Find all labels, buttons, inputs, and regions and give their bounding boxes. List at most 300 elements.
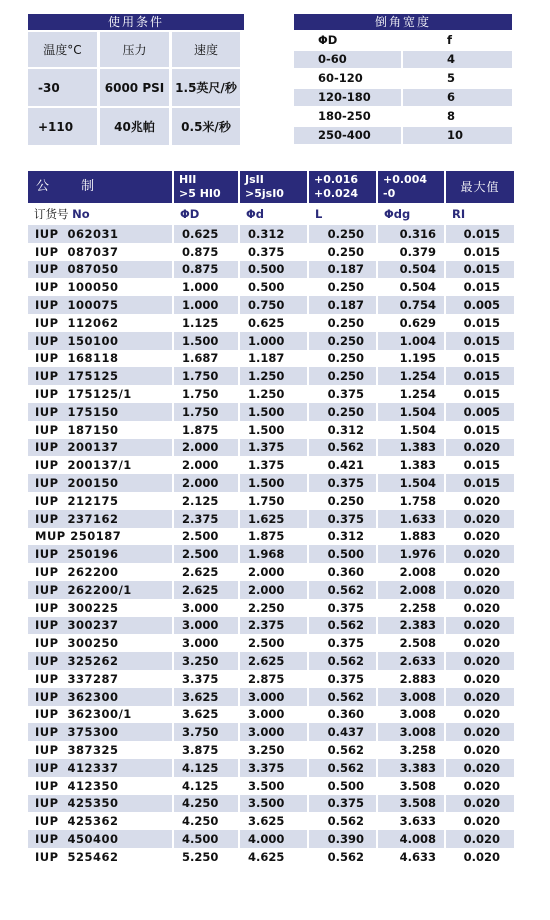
cell-radius-max: 0.020 (446, 723, 514, 741)
chamfer-width: 4 (403, 51, 512, 68)
subheader-radius: RI (452, 207, 466, 221)
cell-rod-d: 1.375 (248, 458, 285, 473)
table-row (28, 545, 512, 563)
cell-bore-d: 2.000 (182, 458, 219, 473)
cell-groove-d: 1.883 (399, 529, 436, 544)
cell-order-no: IUP 087037 (35, 244, 119, 259)
table-row (28, 492, 512, 510)
chamfer-row (294, 89, 512, 106)
table-row (28, 723, 512, 741)
cell-length: 0.187 (309, 296, 376, 314)
table-row (28, 599, 512, 617)
cell-length: 0.375 (327, 636, 364, 651)
temp-max: +110 (28, 108, 97, 145)
cell-rod-d: 0.500 (240, 261, 307, 279)
cell-bore-d: 3.375 (182, 671, 219, 686)
table-row (28, 528, 512, 546)
temp-min: -30 (28, 69, 97, 106)
subheader-rod-d: Φd (246, 207, 265, 221)
cell-rod-d: 3.500 (248, 778, 285, 793)
cell-bore-d: 3.000 (182, 636, 219, 651)
cell-rod-d: 3.000 (240, 723, 307, 741)
cell-radius-max: 0.020 (463, 493, 500, 508)
cell-radius-max: 0.015 (463, 458, 500, 473)
cell-groove-d: 3.508 (378, 795, 444, 813)
cell-radius-max: 0.015 (446, 474, 514, 492)
cell-order-no: IUP 150100 (28, 332, 172, 350)
cell-rod-d: 3.500 (240, 795, 307, 813)
table-row (28, 332, 512, 350)
cell-order-no: IUP 525462 (35, 849, 119, 864)
cell-groove-d: 2.633 (378, 652, 444, 670)
cell-bore-d: 4.250 (174, 795, 238, 813)
cell-order-no: IUP 262200 (35, 565, 119, 580)
cell-bore-d: 2.375 (174, 510, 238, 528)
cell-order-no: IUP 087050 (28, 261, 172, 279)
subheader-bore-d: ΦD (180, 207, 200, 221)
chamfer-width: 10 (403, 127, 512, 144)
cell-groove-d: 0.316 (378, 225, 444, 243)
cell-bore-d: 1.000 (182, 280, 219, 295)
chamfer-range: 60-120 (318, 71, 363, 85)
table-row (28, 581, 512, 599)
header-temperature: 温度°C (28, 32, 97, 67)
header-pressure: 压力 (100, 32, 169, 67)
cell-length: 0.437 (309, 723, 376, 741)
table-row (28, 439, 512, 457)
table-row (28, 812, 512, 830)
cell-radius-max: 0.020 (463, 636, 500, 651)
cell-rod-d: 3.375 (240, 759, 307, 777)
cell-bore-d: 2.125 (182, 493, 219, 508)
table-row (28, 243, 512, 261)
use-conditions-title: 使用条件 (28, 14, 244, 30)
cell-groove-d: 1.504 (378, 403, 444, 421)
cell-radius-max: 0.015 (463, 315, 500, 330)
cell-radius-max: 0.015 (463, 351, 500, 366)
cell-bore-d: 5.250 (182, 849, 219, 864)
cell-rod-d: 2.000 (240, 581, 307, 599)
cell-radius-max: 0.020 (446, 617, 514, 635)
dimension-table-header (28, 171, 512, 203)
table-row (28, 830, 512, 848)
cell-order-no: IUP 200150 (28, 474, 172, 492)
chamfer-width: 8 (447, 109, 456, 123)
cell-rod-d: 1.375 (240, 439, 307, 457)
subheader-length: L (315, 207, 323, 221)
cell-groove-d: 1.504 (378, 474, 444, 492)
cell-length: 0.562 (327, 849, 364, 864)
cell-order-no: IUP 175125 (28, 367, 172, 385)
cell-length: 0.250 (327, 244, 364, 259)
cell-radius-max: 0.020 (446, 545, 514, 563)
cell-order-no: IUP 425362 (35, 814, 119, 829)
cell-bore-d: 0.875 (174, 261, 238, 279)
cell-groove-d: 3.508 (399, 778, 436, 793)
header-rod-tolerance: JsII >5jsI0 (240, 171, 307, 203)
cell-length: 0.250 (327, 315, 364, 330)
cell-order-no: IUP 412350 (35, 778, 119, 793)
cell-groove-d: 1.758 (399, 493, 436, 508)
cell-groove-d: 1.633 (378, 510, 444, 528)
table-row (28, 617, 512, 635)
chamfer-range: 180-250 (318, 109, 371, 123)
cell-order-no: IUP 387325 (35, 743, 119, 757)
cell-radius-max: 0.020 (463, 849, 500, 864)
cell-order-no: IUP 425350 (28, 795, 172, 813)
cell-length: 0.562 (309, 652, 376, 670)
cell-order-no: IUP 337287 (35, 671, 119, 686)
cell-order-no: IUP 187150 (35, 422, 119, 437)
chamfer-range: 0-60 (294, 51, 401, 68)
cell-radius-max: 0.015 (446, 225, 514, 243)
cell-bore-d: 0.625 (174, 225, 238, 243)
chamfer-title: 倒角宽度 (294, 14, 512, 30)
cell-length: 0.250 (309, 403, 376, 421)
cell-order-no: IUP 062031 (28, 225, 172, 243)
cell-rod-d: 1.250 (240, 367, 307, 385)
table-row (28, 563, 512, 581)
cell-radius-max: 0.020 (463, 707, 500, 722)
cell-radius-max: 0.020 (446, 795, 514, 813)
cell-rod-d: 3.000 (240, 688, 307, 706)
chamfer-header-row (294, 32, 512, 49)
cell-groove-d: 1.254 (378, 367, 444, 385)
cell-groove-d: 0.754 (378, 296, 444, 314)
cell-bore-d: 2.000 (174, 439, 238, 457)
cell-order-no: IUP 200137/1 (35, 458, 132, 473)
cell-length: 0.375 (327, 387, 364, 402)
table-row (28, 848, 512, 866)
cell-radius-max: 0.005 (446, 403, 514, 421)
cell-bore-d: 4.500 (174, 830, 238, 848)
cell-length: 0.250 (309, 332, 376, 350)
cell-order-no: IUP 168118 (35, 351, 119, 366)
cell-bore-d: 0.875 (182, 244, 219, 259)
cell-order-no: MUP 250187 (35, 529, 122, 544)
header-metric: 公 制 (28, 171, 172, 203)
cell-rod-d: 0.750 (240, 296, 307, 314)
cell-radius-max: 0.015 (446, 367, 514, 385)
cell-bore-d: 4.125 (182, 778, 219, 793)
cell-rod-d: 3.625 (248, 814, 285, 829)
cell-bore-d: 3.000 (182, 600, 219, 615)
cell-groove-d: 1.383 (378, 439, 444, 457)
cell-groove-d: 1.504 (399, 422, 436, 437)
cell-groove-d: 3.008 (378, 723, 444, 741)
cell-length: 0.390 (309, 830, 376, 848)
chamfer-row (294, 51, 512, 68)
cell-length: 0.360 (327, 707, 364, 722)
cell-radius-max: 0.020 (463, 565, 500, 580)
chamfer-width: 6 (403, 89, 512, 106)
header-bore-tolerance: HII >5 HI0 (174, 171, 238, 203)
cell-length: 0.562 (327, 814, 364, 829)
cell-rod-d: 2.000 (248, 565, 285, 580)
pressure-mpa: 40兆帕 (100, 108, 169, 145)
cell-length: 0.250 (327, 493, 364, 508)
cell-length: 0.562 (309, 759, 376, 777)
cell-groove-d: 1.383 (399, 458, 436, 473)
cell-length: 0.562 (309, 688, 376, 706)
cell-rod-d: 3.000 (248, 707, 285, 722)
cell-radius-max: 0.020 (463, 778, 500, 793)
cell-radius-max: 0.015 (446, 332, 514, 350)
cell-rod-d: 1.500 (240, 403, 307, 421)
cell-order-no: IUP 250196 (28, 545, 172, 563)
cell-order-no: IUP 375300 (28, 723, 172, 741)
table-row (28, 670, 512, 688)
cell-rod-d: 1.500 (240, 474, 307, 492)
cell-rod-d: 1.250 (248, 387, 285, 402)
chamfer-row (294, 70, 512, 87)
cell-length: 0.562 (309, 617, 376, 635)
cell-order-no: IUP 100075 (28, 296, 172, 314)
cell-length: 0.500 (309, 545, 376, 563)
chamfer-range: 250-400 (294, 127, 401, 144)
cell-length: 0.375 (309, 474, 376, 492)
cell-groove-d: 1.195 (399, 351, 436, 366)
cell-groove-d: 3.008 (399, 707, 436, 722)
cell-rod-d: 0.375 (248, 244, 285, 259)
cell-rod-d: 0.625 (248, 315, 285, 330)
cell-rod-d: 4.625 (248, 849, 285, 864)
table-row (28, 225, 512, 243)
cell-order-no: IUP 262200/1 (28, 581, 172, 599)
cell-order-no: IUP 175125/1 (35, 387, 132, 402)
cell-rod-d: 4.000 (240, 830, 307, 848)
cell-bore-d: 3.250 (174, 652, 238, 670)
cell-radius-max: 0.020 (463, 671, 500, 686)
cell-order-no: IUP 325262 (28, 652, 172, 670)
cell-rod-d: 1.000 (240, 332, 307, 350)
chamfer-row (294, 108, 512, 125)
cell-bore-d: 1.750 (174, 367, 238, 385)
table-row (28, 456, 512, 474)
cell-rod-d: 1.750 (248, 493, 285, 508)
cell-bore-d: 3.000 (174, 617, 238, 635)
table-row (28, 706, 512, 724)
cell-rod-d: 0.312 (240, 225, 307, 243)
dimension-table-subheader (28, 203, 512, 225)
cell-groove-d: 4.633 (399, 849, 436, 864)
cell-radius-max: 0.020 (446, 759, 514, 777)
cell-bore-d: 3.625 (182, 707, 219, 722)
cell-length: 0.360 (327, 565, 364, 580)
cell-length: 0.312 (327, 529, 364, 544)
cell-order-no: IUP 412337 (28, 759, 172, 777)
cell-groove-d: 0.504 (378, 261, 444, 279)
pressure-psi: 6000 PSI (100, 69, 169, 106)
cell-bore-d: 4.250 (182, 814, 219, 829)
cell-length: 0.375 (327, 600, 364, 615)
table-row (28, 474, 512, 492)
cell-bore-d: 3.625 (174, 688, 238, 706)
table-row (28, 296, 512, 314)
cell-radius-max: 0.020 (463, 814, 500, 829)
cell-length: 0.187 (309, 261, 376, 279)
cell-order-no: IUP 450400 (28, 830, 172, 848)
cell-radius-max: 0.005 (446, 296, 514, 314)
table-row (28, 777, 512, 795)
cell-order-no: IUP 175150 (28, 403, 172, 421)
cell-length: 0.250 (327, 280, 364, 295)
cell-rod-d: 2.250 (248, 600, 285, 615)
cell-bore-d: 1.000 (174, 296, 238, 314)
table-row (28, 634, 512, 652)
table-row (28, 421, 512, 439)
cell-radius-max: 0.020 (446, 439, 514, 457)
cell-length: 0.250 (309, 367, 376, 385)
cell-length: 0.562 (309, 581, 376, 599)
cell-order-no: IUP 237162 (28, 510, 172, 528)
cell-groove-d: 3.383 (378, 759, 444, 777)
chamfer-width: 5 (447, 71, 456, 85)
cell-rod-d: 0.500 (248, 280, 285, 295)
cell-rod-d: 3.250 (248, 743, 285, 757)
subheader-groove-d: Φdg (384, 207, 411, 221)
header-max-value: 最大值 (446, 171, 514, 203)
cell-length: 0.375 (309, 795, 376, 813)
cell-bore-d: 1.687 (182, 351, 219, 366)
cell-radius-max: 0.020 (446, 510, 514, 528)
cell-radius-max: 0.020 (463, 529, 500, 544)
table-row (28, 688, 512, 706)
cell-length: 0.375 (309, 510, 376, 528)
chamfer-header-f: f (447, 33, 453, 47)
cell-radius-max: 0.015 (463, 244, 500, 259)
cell-length: 0.375 (327, 671, 364, 686)
cell-bore-d: 1.750 (182, 387, 219, 402)
cell-order-no: IUP 100050 (35, 280, 119, 295)
cell-order-no: IUP 112062 (35, 315, 119, 330)
cell-length: 0.562 (327, 743, 364, 757)
cell-length: 0.250 (327, 351, 364, 366)
cell-radius-max: 0.015 (463, 422, 500, 437)
chamfer-header-d: ΦD (318, 33, 338, 47)
table-row (28, 261, 512, 279)
cell-rod-d: 2.500 (248, 636, 285, 651)
cell-rod-d: 1.875 (248, 529, 285, 544)
cell-groove-d: 2.383 (378, 617, 444, 635)
table-row (28, 278, 512, 296)
use-conditions-table (28, 14, 244, 145)
cell-order-no: IUP 300237 (28, 617, 172, 635)
cell-rod-d: 1.625 (240, 510, 307, 528)
cell-groove-d: 2.508 (399, 636, 436, 651)
chamfer-row (294, 127, 512, 144)
cell-bore-d: 2.625 (182, 565, 219, 580)
table-row (28, 652, 512, 670)
cell-groove-d: 1.976 (378, 545, 444, 563)
cell-groove-d: 3.633 (399, 814, 436, 829)
cell-bore-d: 1.875 (182, 422, 219, 437)
cell-radius-max: 0.020 (463, 600, 500, 615)
cell-radius-max: 0.015 (446, 261, 514, 279)
cell-length: 0.562 (309, 439, 376, 457)
table-row (28, 510, 512, 528)
cell-bore-d: 1.500 (174, 332, 238, 350)
cell-radius-max: 0.015 (463, 387, 500, 402)
cell-radius-max: 0.020 (446, 581, 514, 599)
table-row (28, 403, 512, 421)
dimension-table (28, 171, 512, 866)
cell-bore-d: 2.625 (174, 581, 238, 599)
cell-groove-d: 2.008 (399, 565, 436, 580)
cell-order-no: IUP 212175 (35, 493, 119, 508)
use-conditions-grid (28, 32, 244, 145)
cell-groove-d: 4.008 (378, 830, 444, 848)
chamfer-table (294, 14, 512, 144)
cell-groove-d: 2.258 (399, 600, 436, 615)
cell-length: 0.421 (327, 458, 364, 473)
cell-groove-d: 1.004 (378, 332, 444, 350)
cell-bore-d: 4.125 (174, 759, 238, 777)
cell-length: 0.312 (327, 422, 364, 437)
table-row (28, 314, 512, 332)
cell-length: 0.500 (327, 778, 364, 793)
cell-groove-d: 2.008 (378, 581, 444, 599)
speed-meters: 0.5米/秒 (172, 108, 240, 145)
cell-bore-d: 2.500 (182, 529, 219, 544)
table-row (28, 759, 512, 777)
header-speed: 速度 (172, 32, 240, 67)
cell-groove-d: 1.254 (399, 387, 436, 402)
cell-radius-max: 0.015 (463, 280, 500, 295)
cell-order-no: IUP 362300 (28, 688, 172, 706)
cell-radius-max: 0.020 (446, 688, 514, 706)
cell-bore-d: 3.750 (174, 723, 238, 741)
cell-rod-d: 1.187 (248, 351, 285, 366)
table-row (28, 795, 512, 813)
dimension-table-body (28, 225, 512, 866)
cell-groove-d: 0.629 (399, 315, 436, 330)
cell-order-no: IUP 300250 (35, 636, 119, 651)
subheader-order-no: 订货号 No (34, 207, 90, 221)
cell-radius-max: 0.020 (463, 743, 500, 757)
cell-order-no: IUP 200137 (28, 439, 172, 457)
cell-rod-d: 2.625 (240, 652, 307, 670)
cell-length: 0.250 (309, 225, 376, 243)
cell-bore-d: 2.500 (174, 545, 238, 563)
cell-radius-max: 0.020 (446, 652, 514, 670)
cell-rod-d: 1.968 (240, 545, 307, 563)
cell-rod-d: 1.500 (248, 422, 285, 437)
cell-groove-d: 0.504 (399, 280, 436, 295)
cell-bore-d: 3.875 (182, 743, 219, 757)
table-row (28, 350, 512, 368)
cell-bore-d: 1.125 (182, 315, 219, 330)
header-groove-tolerance: +0.004 -0 (378, 171, 444, 203)
cell-groove-d: 3.008 (378, 688, 444, 706)
cell-rod-d: 2.375 (240, 617, 307, 635)
chamfer-range: 120-180 (294, 89, 401, 106)
header-length-tolerance: +0.016 +0.024 (309, 171, 376, 203)
table-row (28, 367, 512, 385)
cell-rod-d: 2.875 (248, 671, 285, 686)
cell-bore-d: 1.750 (174, 403, 238, 421)
cell-order-no: IUP 300225 (35, 600, 119, 615)
cell-order-no: IUP 362300/1 (35, 707, 132, 722)
cell-radius-max: 0.020 (446, 830, 514, 848)
cell-bore-d: 2.000 (174, 474, 238, 492)
table-row (28, 385, 512, 403)
speed-feet: 1.5英尺/秒 (172, 69, 240, 106)
cell-groove-d: 2.883 (399, 671, 436, 686)
cell-groove-d: 3.258 (399, 743, 436, 757)
cell-groove-d: 0.379 (399, 244, 436, 259)
table-row (28, 741, 512, 759)
